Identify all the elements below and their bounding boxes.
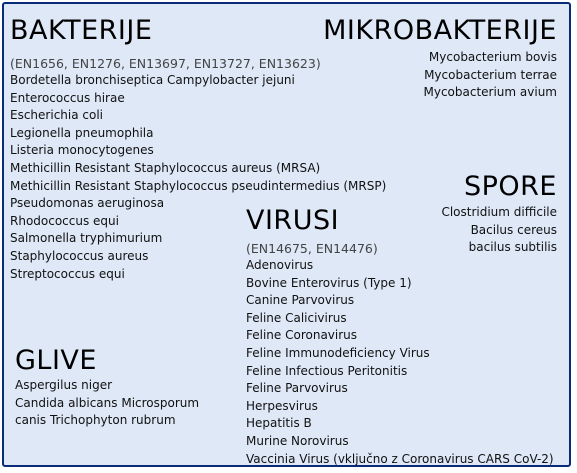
list-item: Feline Immunodeficiency Virus [246, 345, 430, 360]
bakterije-heading: BAKTERIJE [10, 15, 153, 46]
list-item: Feline Parvovirus [246, 381, 348, 396]
mikrobakterije-heading: MIKROBAKTERIJE [323, 15, 557, 46]
glive-heading: GLIVE [15, 345, 97, 376]
list-item: Methicillin Resistant Staphylococcus aureus (MRSA) [10, 160, 321, 175]
list-item: Aspergilus niger [15, 378, 113, 392]
list-item: Candida albicans Microsporum canis Trichophyton rubrum [15, 395, 200, 428]
list-item: Staphylococcus aureus [10, 248, 149, 263]
list-item: Bacilus cereus [470, 222, 557, 237]
list-item: Hepatitis B [246, 416, 312, 431]
list-item: Clostridium difficile [441, 205, 557, 219]
list-item: Streptococcus equi [10, 266, 125, 281]
virusi-heading: VIRUSI [246, 205, 340, 236]
mikrobakterije-list [323, 49, 557, 102]
list-item: Methicillin Resistant Staphylococcus pseudintermedius (MRSP) [10, 178, 387, 193]
list-item: Enterococcus hirae [10, 90, 125, 105]
virusi-list [246, 257, 554, 468]
list-item: Feline Coronavirus [246, 328, 358, 343]
list-item: Salmonella tryphimurium [10, 231, 163, 246]
list-item: bacilus subtilis [468, 240, 557, 255]
list-item: Canine Parvovirus [246, 293, 355, 308]
content-panel [2, 2, 571, 467]
list-item: Adenovirus [246, 258, 314, 272]
virusi-section [246, 206, 554, 468]
list-item: Mycobacterium avium [423, 85, 557, 100]
list-item: Escherichia coli [10, 108, 103, 123]
list-item: Herpesvirus [246, 398, 318, 413]
list-item: Feline Calicivirus [246, 310, 347, 325]
list-item: Mycobacterium bovis [428, 50, 557, 64]
glive-list [15, 377, 220, 430]
list-item: Murine Norovirus [246, 433, 349, 448]
spore-heading: SPORE [464, 171, 557, 202]
mikrobakterije-section [323, 16, 557, 102]
list-item: Feline Infectious Peritonitis [246, 363, 408, 378]
list-item: Pseudomonas aeruginosa [10, 196, 165, 211]
list-item: Legionella pneumophila [10, 125, 154, 140]
list-item: Rhodococcus equi [10, 213, 119, 228]
bakterije-standards: (EN1656, EN1276, EN13697, EN13727, EN13623) [10, 56, 321, 71]
list-item: Bovine Enterovirus (Type 1) [246, 275, 412, 290]
list-item: Bordetella bronchiseptica Campylobacter jejuni [10, 73, 295, 87]
list-item: Mycobacterium terrae [424, 67, 557, 82]
list-item: Vaccinia Virus (vključno z Coronavirus CARS CoV-2) [246, 451, 554, 466]
glive-section [15, 346, 220, 430]
list-item: Listeria monocytogenes [10, 143, 154, 158]
virusi-standards: (EN14675, EN14476) [246, 241, 378, 256]
